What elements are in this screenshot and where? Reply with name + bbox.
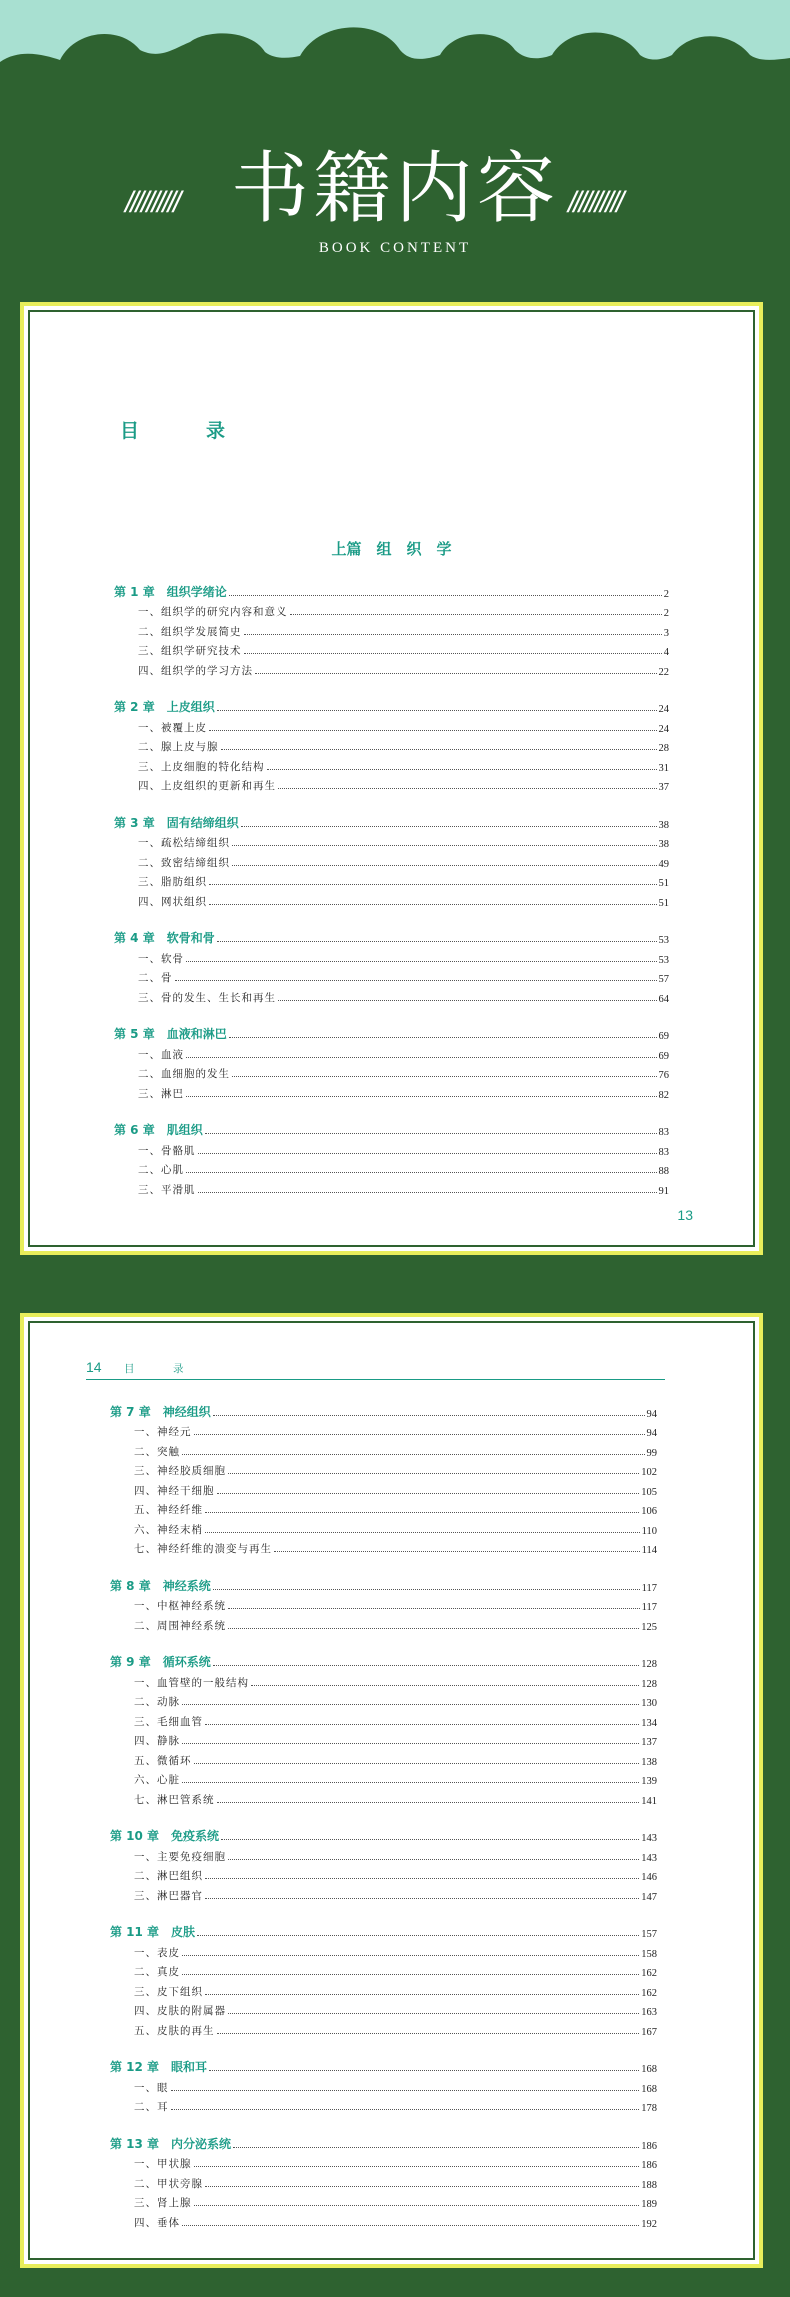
chapter-entry[interactable] xyxy=(110,2056,657,2076)
section-entry-page: 83 xyxy=(658,1146,669,1158)
section-entry-title: 三、上皮细胞的特化结构 xyxy=(138,760,265,773)
chapter-entry-page: 94 xyxy=(646,1408,657,1420)
dot-leader xyxy=(217,709,657,711)
dot-leader xyxy=(213,1664,640,1666)
section-entry-page: 162 xyxy=(641,1968,657,1979)
dot-leader xyxy=(228,1472,639,1474)
section-entry-page: 99 xyxy=(646,1447,657,1459)
section-entry[interactable] xyxy=(114,946,669,966)
section-entry-title: 一、甲状腺 xyxy=(134,2158,192,2170)
dot-leader xyxy=(194,2165,640,2167)
section-entry-page: 64 xyxy=(658,993,669,1005)
section-entry-title: 一、软骨 xyxy=(138,952,184,965)
chapter-entry-title: 第 2 章 上皮组织 xyxy=(114,700,215,714)
section-entry-page: 76 xyxy=(658,1070,669,1081)
dot-leader xyxy=(182,2224,639,2226)
section-entry[interactable] xyxy=(114,1042,669,1062)
section-entry[interactable] xyxy=(110,1979,657,1999)
dot-leader xyxy=(182,1453,645,1455)
dot-leader xyxy=(229,1036,657,1038)
chapter-entry-page: 157 xyxy=(641,1929,657,1940)
section-entry-page: 167 xyxy=(641,2026,657,2038)
section-entry-title: 三、毛细血管 xyxy=(134,1715,203,1728)
dot-leader xyxy=(232,864,657,866)
section-entry-title: 六、心脏 xyxy=(134,1774,180,1786)
section-entry-title: 二、真皮 xyxy=(134,1966,180,1978)
section-entry-title: 三、皮下组织 xyxy=(134,1985,203,1998)
dot-leader xyxy=(228,2012,639,2014)
dot-leader xyxy=(213,1588,640,1590)
section-entry-page: 168 xyxy=(641,2083,657,2095)
toc-chapter xyxy=(30,1400,753,1556)
chapter-entry[interactable] xyxy=(114,1119,669,1139)
section-entry-title: 七、神经纤维的溃变与再生 xyxy=(134,1543,272,1555)
dot-leader xyxy=(213,1414,645,1416)
section-entry-title: 七、淋巴管系统 xyxy=(134,1793,215,1806)
section-entry-title: 三、肾上腺 xyxy=(134,2197,192,2209)
section-entry-page: 130 xyxy=(641,1698,657,1709)
dot-leader xyxy=(182,1954,639,1956)
section-entry[interactable] xyxy=(110,2152,657,2172)
toc-chapter xyxy=(30,927,753,1005)
section-entry-page: 189 xyxy=(641,2199,657,2210)
section-entry-title: 一、血管壁的一般结构 xyxy=(134,1676,249,1689)
section-entry-title: 三、平滑肌 xyxy=(138,1183,196,1196)
dot-leader xyxy=(194,1762,640,1764)
dot-leader xyxy=(251,1684,639,1686)
dot-leader xyxy=(267,768,657,770)
dot-leader xyxy=(229,594,662,596)
dot-leader xyxy=(171,2089,640,2091)
dot-leader xyxy=(278,787,657,789)
dot-leader xyxy=(290,613,662,615)
section-entry-page: 114 xyxy=(641,1545,657,1556)
section-entry-page: 69 xyxy=(658,1050,669,1062)
dot-leader xyxy=(186,1171,657,1173)
section-entry-page: 2 xyxy=(663,608,669,619)
chapter-entry-title: 第 4 章 软骨和骨 xyxy=(114,931,215,945)
section-entry[interactable] xyxy=(110,1517,657,1537)
section-entry-title: 一、主要免疫细胞 xyxy=(134,1850,226,1863)
section-entry-page: 51 xyxy=(658,878,669,889)
section-entry-title: 四、垂体 xyxy=(134,2216,180,2229)
chapter-entry-page: 143 xyxy=(641,1833,657,1844)
dot-leader xyxy=(186,1095,657,1097)
section-entry-page: 163 xyxy=(641,2007,657,2018)
dot-leader xyxy=(217,1492,640,1494)
section-entry[interactable] xyxy=(110,1729,657,1749)
section-entry[interactable] xyxy=(114,1177,669,1197)
dot-leader xyxy=(228,1607,640,1609)
section-entry-page: 82 xyxy=(658,1089,669,1101)
dot-leader xyxy=(232,1075,657,1077)
dot-leader xyxy=(233,2146,639,2148)
section-entry-page: 51 xyxy=(658,897,669,909)
dot-leader xyxy=(182,1742,639,1744)
section-entry-page: 53 xyxy=(658,954,669,966)
dot-leader xyxy=(205,2185,639,2187)
section-entry[interactable] xyxy=(110,1459,657,1479)
toc-heading: 目 录 xyxy=(120,420,250,442)
dot-leader xyxy=(194,2204,640,2206)
section-entry-title: 三、神经胶质细胞 xyxy=(134,1465,226,1477)
section-entry-title: 二、组织学发展简史 xyxy=(138,625,242,638)
section-entry-title: 三、骨的发生、生长和再生 xyxy=(138,991,276,1004)
section-entry-page: 162 xyxy=(641,1987,657,1999)
chapter-entry-page: 24 xyxy=(658,704,669,715)
section-entry-page: 186 xyxy=(641,2160,657,2171)
section-entry-title: 一、被覆上皮 xyxy=(138,721,207,734)
dot-leader xyxy=(186,960,657,962)
section-entry-page: 22 xyxy=(658,666,669,678)
section-entry-title: 二、血细胞的发生 xyxy=(138,1068,230,1080)
section-entry[interactable] xyxy=(114,850,669,870)
toc-chapter xyxy=(30,811,753,909)
section-entry-title: 六、神经末梢 xyxy=(134,1523,203,1536)
chapter-entry-title: 第 9 章 循环系统 xyxy=(110,1655,211,1669)
chapter-entry-page: 83 xyxy=(658,1127,669,1138)
section-entry[interactable] xyxy=(110,2210,657,2230)
toc-chapter xyxy=(30,580,753,678)
section-entry[interactable] xyxy=(110,1709,657,1729)
toc-list xyxy=(30,580,753,1215)
chapter-entry[interactable] xyxy=(110,1921,657,1941)
page-frame xyxy=(28,1321,755,2260)
chapter-entry-title: 第 5 章 血液和淋巴 xyxy=(114,1027,227,1041)
section-entry-title: 二、动脉 xyxy=(134,1696,180,1708)
chapter-entry-page: 53 xyxy=(658,935,669,946)
section-entry-page: 141 xyxy=(641,1795,657,1807)
section-entry-title: 五、微循环 xyxy=(134,1754,192,1767)
dot-leader xyxy=(255,672,657,674)
chapter-entry[interactable] xyxy=(114,696,669,716)
section-entry-page: 117 xyxy=(641,1602,657,1613)
chapter-entry[interactable] xyxy=(114,1023,669,1043)
chapter-entry-page: 168 xyxy=(641,2064,657,2075)
section-entry[interactable] xyxy=(114,870,669,890)
chapter-entry[interactable] xyxy=(110,1400,657,1420)
dot-leader xyxy=(278,999,657,1001)
dot-leader xyxy=(209,2069,639,2071)
dot-leader xyxy=(205,1132,657,1134)
section-entry[interactable] xyxy=(114,831,669,851)
page-number: 13 xyxy=(677,1207,693,1223)
section-entry-page: 128 xyxy=(641,1678,657,1690)
dot-leader xyxy=(198,1152,657,1154)
section-entry[interactable] xyxy=(110,1960,657,1980)
section-entry-title: 一、神经元 xyxy=(134,1426,192,1438)
toc-chapter xyxy=(30,696,753,794)
section-entry-title: 一、组织学的研究内容和意义 xyxy=(138,606,288,618)
dot-leader xyxy=(182,1703,639,1705)
section-entry[interactable] xyxy=(110,1844,657,1864)
dot-leader xyxy=(221,1838,639,1840)
section-entry[interactable] xyxy=(110,1864,657,1884)
section-entry-title: 一、疏松结缔组织 xyxy=(138,837,230,849)
section-entry[interactable] xyxy=(110,1670,657,1690)
dot-leader xyxy=(205,1877,639,1879)
toc-list xyxy=(30,1400,753,2248)
dot-leader xyxy=(197,1934,639,1936)
chapter-entry-page: 117 xyxy=(641,1582,657,1594)
section-entry[interactable] xyxy=(110,1768,657,1788)
section-entry-page: 143 xyxy=(641,1852,657,1864)
section-entry-title: 一、中枢神经系统 xyxy=(134,1600,226,1612)
chapter-entry-title: 第 8 章 神经系统 xyxy=(110,1578,211,1593)
section-entry-title: 四、神经干细胞 xyxy=(134,1484,215,1497)
section-entry[interactable] xyxy=(114,715,669,735)
dot-leader xyxy=(209,903,657,905)
banner-title: 书籍内容 xyxy=(230,144,559,234)
part-title: 上篇 组 织 学 xyxy=(331,540,452,558)
chapter-entry-title: 第 11 章 皮肤 xyxy=(110,1925,196,1939)
dot-leader xyxy=(217,1801,640,1803)
dot-leader xyxy=(228,1858,639,1860)
section-entry-title: 五、神经纤维 xyxy=(134,1504,203,1516)
section-entry[interactable] xyxy=(110,2075,657,2095)
banner-subtitle: BOOK CONTENT xyxy=(318,240,472,256)
dot-leader xyxy=(186,1056,657,1058)
dot-leader xyxy=(244,633,662,635)
dot-leader xyxy=(209,729,657,731)
section-entry-title: 二、淋巴组织 xyxy=(134,1870,203,1882)
section-entry-title: 三、淋巴 xyxy=(138,1087,184,1100)
section-entry[interactable] xyxy=(114,966,669,986)
chapter-entry-page: 38 xyxy=(658,819,669,831)
dot-leader xyxy=(228,1627,639,1629)
section-entry-page: 137 xyxy=(641,1737,657,1748)
dot-leader xyxy=(205,1531,640,1533)
section-entry-page: 31 xyxy=(658,762,669,774)
dot-leader xyxy=(274,1550,640,1552)
dot-leader xyxy=(244,652,662,654)
toc-page-14 xyxy=(20,1313,763,2268)
dot-leader xyxy=(182,1781,639,1783)
toc-chapter xyxy=(30,1119,753,1197)
section-entry[interactable] xyxy=(110,1420,657,1440)
chapter-entry-title: 第 10 章 免疫系统 xyxy=(110,1829,220,1843)
section-entry-page: 3 xyxy=(663,627,669,639)
toc-page-13 xyxy=(20,302,763,1255)
section-entry-title: 三、淋巴器官 xyxy=(134,1889,203,1902)
section-entry[interactable] xyxy=(114,639,669,659)
chapter-entry[interactable] xyxy=(110,1651,657,1671)
section-entry-page: 49 xyxy=(658,858,669,870)
section-entry-page: 28 xyxy=(658,743,669,754)
dot-leader xyxy=(221,748,657,750)
section-entry[interactable] xyxy=(114,658,669,678)
toc-chapter xyxy=(30,1921,753,2038)
section-entry-page: 38 xyxy=(658,839,669,850)
chapter-entry-page: 69 xyxy=(658,1031,669,1042)
dot-leader xyxy=(205,1993,639,1995)
section-entry-title: 一、骨骼肌 xyxy=(138,1144,196,1157)
section-entry-title: 四、网状组织 xyxy=(138,895,207,908)
hills-decoration xyxy=(0,0,790,90)
section-entry[interactable] xyxy=(110,1613,657,1633)
section-entry-page: 188 xyxy=(641,2179,657,2191)
section-entry-page: 102 xyxy=(641,1467,657,1478)
section-entry[interactable] xyxy=(110,1748,657,1768)
section-entry[interactable] xyxy=(114,754,669,774)
section-entry[interactable] xyxy=(110,2171,657,2191)
chapter-entry-title: 第 7 章 神经组织 xyxy=(110,1404,211,1419)
section-entry[interactable] xyxy=(114,735,669,755)
section-entry[interactable] xyxy=(110,1690,657,1710)
section-entry[interactable] xyxy=(110,2095,657,2115)
dot-leader xyxy=(175,979,657,981)
running-header xyxy=(86,1359,665,1380)
section-entry-page: 158 xyxy=(641,1948,657,1960)
section-entry-page: 4 xyxy=(663,647,669,658)
section-entry[interactable] xyxy=(110,1940,657,1960)
section-entry-title: 二、致密结缔组织 xyxy=(138,856,230,869)
section-entry-page: 125 xyxy=(641,1621,657,1633)
section-entry[interactable] xyxy=(110,2191,657,2211)
chapter-entry-page: 128 xyxy=(641,1659,657,1670)
chapter-entry-page: 2 xyxy=(663,588,669,600)
section-entry[interactable] xyxy=(114,1081,669,1101)
dot-leader xyxy=(241,825,657,827)
chapter-entry[interactable] xyxy=(114,927,669,947)
section-entry-title: 二、心肌 xyxy=(138,1164,184,1176)
section-entry[interactable] xyxy=(110,1999,657,2019)
section-entry-title: 二、突触 xyxy=(134,1445,180,1458)
chapter-entry[interactable] xyxy=(110,2132,657,2152)
section-entry-page: 139 xyxy=(641,1776,657,1787)
section-entry-page: 94 xyxy=(646,1428,657,1439)
section-entry-page: 57 xyxy=(658,974,669,985)
chapter-entry[interactable] xyxy=(110,1574,657,1594)
chapter-entry-page: 186 xyxy=(641,2140,657,2152)
section-entry-title: 四、静脉 xyxy=(134,1735,180,1747)
header-label: 目 录 xyxy=(124,1363,198,1375)
section-entry[interactable] xyxy=(110,1439,657,1459)
dot-leader xyxy=(232,844,657,846)
section-entry-title: 四、上皮组织的更新和再生 xyxy=(138,780,276,792)
left-decoration: ////////// xyxy=(125,186,179,219)
section-entry-title: 二、甲状旁腺 xyxy=(134,2177,203,2190)
section-entry-page: 110 xyxy=(641,1525,657,1537)
toc-chapter xyxy=(30,1574,753,1633)
toc-chapter xyxy=(30,1023,753,1101)
dot-leader xyxy=(182,1973,639,1975)
dot-leader xyxy=(171,2108,640,2110)
dot-leader xyxy=(205,1897,639,1899)
chapter-entry[interactable] xyxy=(110,1825,657,1845)
dot-leader xyxy=(217,2032,640,2034)
section-entry[interactable] xyxy=(114,1158,669,1178)
toc-chapter xyxy=(30,2132,753,2230)
section-entry-page: 146 xyxy=(641,1872,657,1883)
chapter-entry-title: 第 6 章 肌组织 xyxy=(114,1123,203,1137)
toc-chapter xyxy=(30,1651,753,1807)
section-entry[interactable] xyxy=(114,619,669,639)
chapter-entry-title: 第 13 章 内分泌系统 xyxy=(110,2136,232,2151)
section-entry[interactable] xyxy=(110,1537,657,1557)
section-entry[interactable] xyxy=(110,2018,657,2038)
section-entry-title: 五、皮肤的再生 xyxy=(134,2024,215,2037)
section-entry-page: 134 xyxy=(641,1717,657,1729)
section-entry[interactable] xyxy=(110,1478,657,1498)
section-entry[interactable] xyxy=(114,889,669,909)
section-entry-page: 37 xyxy=(658,782,669,793)
dot-leader xyxy=(209,883,657,885)
dot-leader xyxy=(198,1191,657,1193)
chapter-entry[interactable] xyxy=(114,811,669,831)
dot-leader xyxy=(217,940,657,942)
section-entry[interactable] xyxy=(110,1594,657,1614)
chapter-entry[interactable] xyxy=(114,580,669,600)
section-entry-page: 88 xyxy=(658,1166,669,1177)
dot-leader xyxy=(205,1723,639,1725)
section-entry-title: 一、表皮 xyxy=(134,1946,180,1959)
section-entry[interactable] xyxy=(114,985,669,1005)
section-entry-page: 106 xyxy=(641,1506,657,1517)
section-entry[interactable] xyxy=(110,1787,657,1807)
section-entry-title: 四、皮肤的附属器 xyxy=(134,2005,226,2017)
section-entry-title: 三、组织学研究技术 xyxy=(138,645,242,657)
section-entry-page: 147 xyxy=(641,1891,657,1903)
section-entry[interactable] xyxy=(114,774,669,794)
section-entry-page: 105 xyxy=(641,1486,657,1498)
section-entry-title: 二、周围神经系统 xyxy=(134,1619,226,1632)
section-entry[interactable] xyxy=(114,1062,669,1082)
right-decoration: ////////// xyxy=(568,186,622,219)
dot-leader xyxy=(205,1511,639,1513)
section-entry-page: 178 xyxy=(641,2103,657,2114)
chapter-entry-title: 第 3 章 固有结缔组织 xyxy=(114,815,239,830)
chapter-entry-title: 第 12 章 眼和耳 xyxy=(110,2060,208,2074)
section-entry[interactable] xyxy=(114,1138,669,1158)
section-entry-title: 二、骨 xyxy=(138,972,173,984)
section-entry-title: 二、腺上皮与腺 xyxy=(138,741,219,753)
section-entry[interactable] xyxy=(114,600,669,620)
toc-chapter xyxy=(30,1825,753,1903)
section-entry-page: 91 xyxy=(658,1185,669,1197)
section-entry-page: 192 xyxy=(641,2218,657,2230)
section-entry[interactable] xyxy=(110,1498,657,1518)
section-entry-title: 三、脂肪组织 xyxy=(138,876,207,888)
header-page-number: 14 xyxy=(86,1359,102,1375)
toc-chapter xyxy=(30,2056,753,2115)
section-entry-title: 一、血液 xyxy=(138,1048,184,1061)
section-entry-page: 24 xyxy=(658,723,669,735)
section-entry[interactable] xyxy=(110,1883,657,1903)
section-entry-title: 一、眼 xyxy=(134,2081,169,2094)
section-entry-title: 四、组织学的学习方法 xyxy=(138,664,253,677)
chapter-entry-title: 第 1 章 组织学绪论 xyxy=(114,584,227,599)
section-entry-title: 二、耳 xyxy=(134,2101,169,2113)
dot-leader xyxy=(194,1433,645,1435)
page-frame xyxy=(28,310,755,1247)
section-entry-page: 138 xyxy=(641,1756,657,1768)
